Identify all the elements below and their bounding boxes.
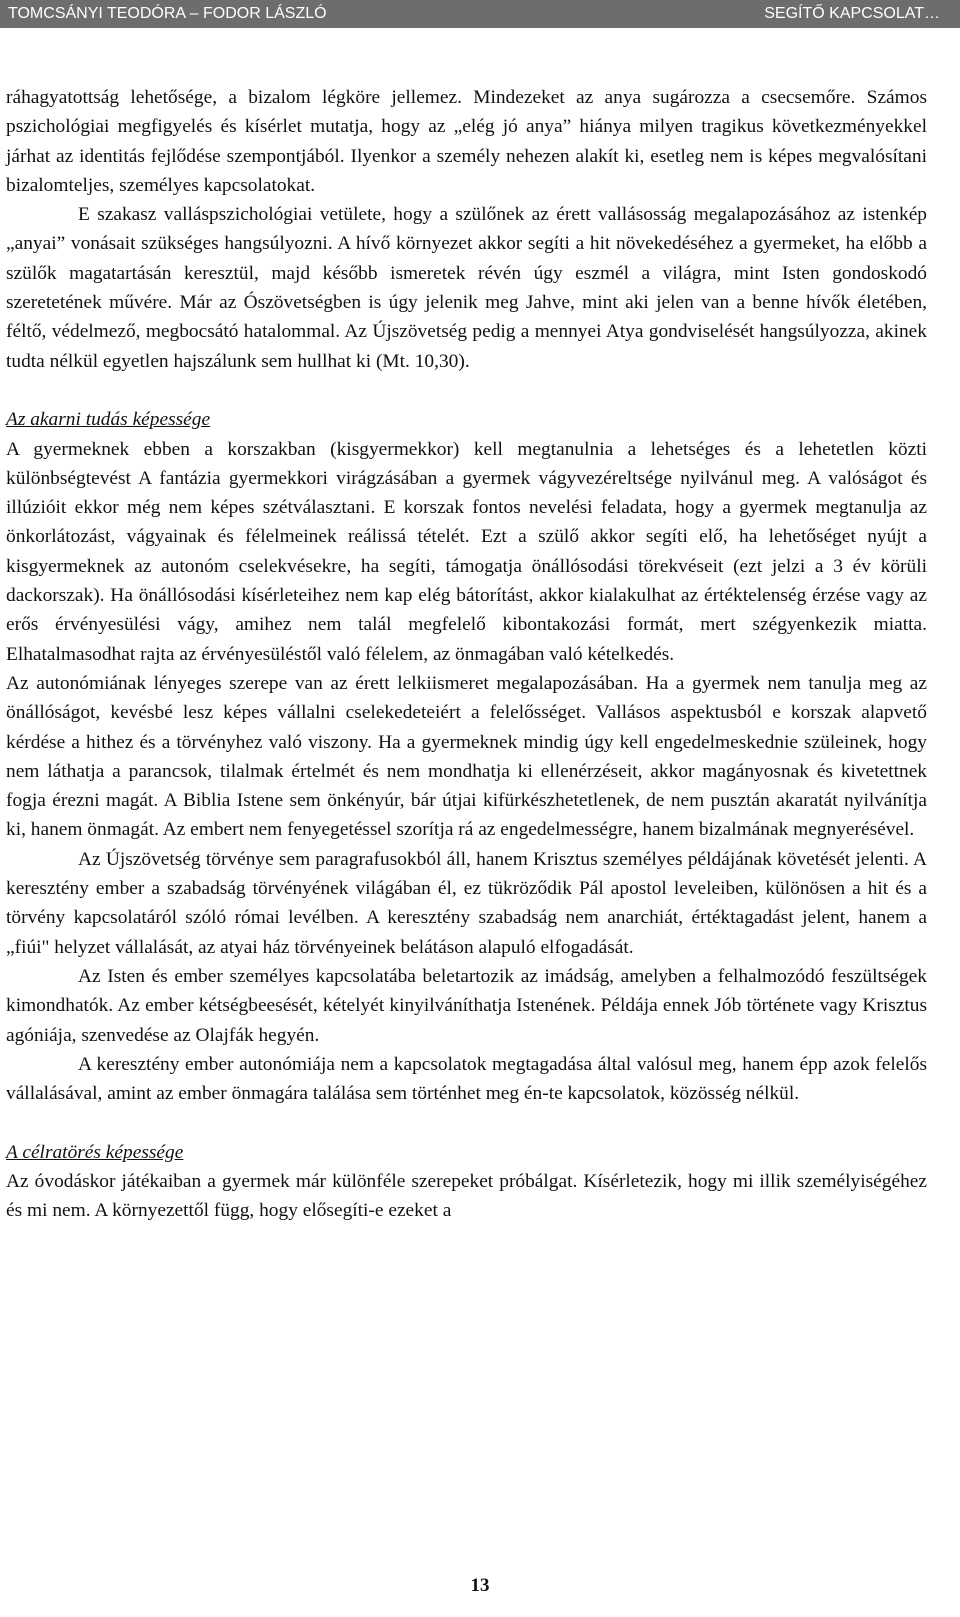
paragraph: Az Isten és ember személyes kapcsolatába beletartozik az imádság, amelyben a felhalmozódó feszültségek kimondhatók. Az ember kétségbeesését, kételyét kinyilváníthatja Istenének. Példája ennek Jób története vagy Krisztus agóniája, szenvedése az Olajfák hegyén.: [6, 965, 927, 1046]
paragraph: Az autonómiának lényeges szerepe van az érett lelkiismeret megalapozásában. Ha a gyermek nem tanulja meg az önállóságot, kevésbé lesz képes vállalni cselekedeteiért a felelősséget. Vallásos aspektusból e korszak alapvető kérdése a hithez és a törvényhez való viszony. Ha a gyermeknek mindig úgy kell engedelmeskednie szüleinek, hogy nem láthatja a parancsok, tilalmak értelmét és nem mondhatja ki ellenérzéseit, akkor magányosnak és kivetettnek fogja érezni magát. A Biblia Istene sem önkényúr, bár útjai kifürkészhetetlenek, de nem pusztán akaratát nyilvánítja ki, hanem önmagát. Az embert nem fenyegetéssel szorítja rá az engedelmességre, hanem bizalmának megnyerésével.: [6, 672, 927, 841]
section-heading: A célratörés képessége: [6, 1141, 184, 1163]
page-body: [6, 83, 927, 1226]
spacer: [6, 376, 927, 405]
paragraph: Az Újszövetség törvénye sem paragrafusokból áll, hanem Krisztus személyes példájának követését jelenti. A keresztény ember a szabadság törvényének világában él, ez tükröződik Pál apostol leveleiben, különösen a hit és a törvény kapcsolatáról szóló római levélben. A keresztény szabadság nem anarchiát, értéktagadást jelent, hanem a „fiúi" helyzet vállalását, az atyai ház törvényeinek belátáson alapuló elfogadását.: [6, 848, 928, 958]
section-heading: Az akarni tudás képessége: [6, 409, 211, 431]
paragraph: ráhagyatottság lehetősége, a bizalom légköre jellemez. Mindezeket az anya sugározza a csecsemőre. Számos pszichológiai megfigyelés és kísérlet mutatja, hogy az „elég jó anya” hiánya milyen tragikus következményekkel járhat az identitás fejlődése szempontjából. Ilyenkor a személy nehezen alakít ki, esetleg nem is képes megvalósítani bizalomteljes, személyes kapcsolatokat.: [6, 87, 927, 196]
paragraph: A keresztény ember autonómiája nem a kapcsolatok megtagadása által valósul meg, hanem épp azok felelős vállalásával, amint az ember önmagára találása sem történhet meg én-te kapcsolatok, közösség nélkül.: [6, 1053, 927, 1105]
page-number: 13: [470, 1575, 490, 1596]
header-authors: TOMCSÁNYI TEODÓRA – FODOR LÁSZLÓ: [8, 5, 327, 22]
paragraph: E szakasz valláspszichológiai vetülete, hogy a szülőnek az érett vallásosság megalapozásához az istenkép „anyai” vonásait szükséges hangsúlyozni. A hívő környezet akkor segíti a hit növekedéséhez a gyermeket, ha előbb a szülők magatartásán keresztül, majd később ismeretek révén úgy eszmél a világra, mint Isten gondoskodó szeretetének művére. Már az Ószövetségben is úgy jelenik meg Jahve, mint aki jelen van a benne hívők életében, féltő, védelmező, megbocsátó hatalommal. Az Újszövetség pedig a mennyei Atya gondviselését hangsúlyozza, akinek tudta nélkül egyetlen hajszálunk sem hullhat ki (Mt. 10,30).: [6, 204, 927, 372]
paragraph: Az óvodáskor játékaiban a gyermek már különféle szerepeket próbálgat. Kísérletezik, hogy mi illik személyiségéhez és mi nem. A környezettől függ, hogy elősegíti-e ezeket a: [6, 1170, 927, 1222]
paragraph: A gyermeknek ebben a korszakban (kisgyermekkor) kell megtanulnia a lehetséges és a lehetetlen közti különbségtevést A fantázia gyermekkori virágzásában a gyermek vágyvezéreltsége nyilvánul meg. A valóságot és illúzióit ekkor még nem képes szétválasztani. E korszak fontos nevelési feladata, hogy a gyermek megtanulja az önkorlátozást, vágyainak és félelmeinek reálissá tételét. Ezt a szülő akkor segíti elő, ha lehetőséget nyújt a kisgyermeknek az autonóm cselekvésekre, ha segíti, támogatja önállósodási törekvéseit (ezt jelzi a 3 év körüli dackorszak). Ha önállósodási kísérleteihez nem kap elég bátorítást, akkor kialakulhat az értéktelenség érzése vagy az erős érvényesülési vágy, amihez nem talál megfelelő kibontakozási formát, mert szégyenkezik miatta. Elhatalmasodhat rajta az érvényesüléstől való félelem, az önmagában való kételkedés.: [6, 438, 927, 665]
running-header: [0, 0, 960, 28]
spacer: [6, 1108, 927, 1137]
header-title: SEGÍTŐ KAPCSOLAT…: [764, 5, 940, 22]
